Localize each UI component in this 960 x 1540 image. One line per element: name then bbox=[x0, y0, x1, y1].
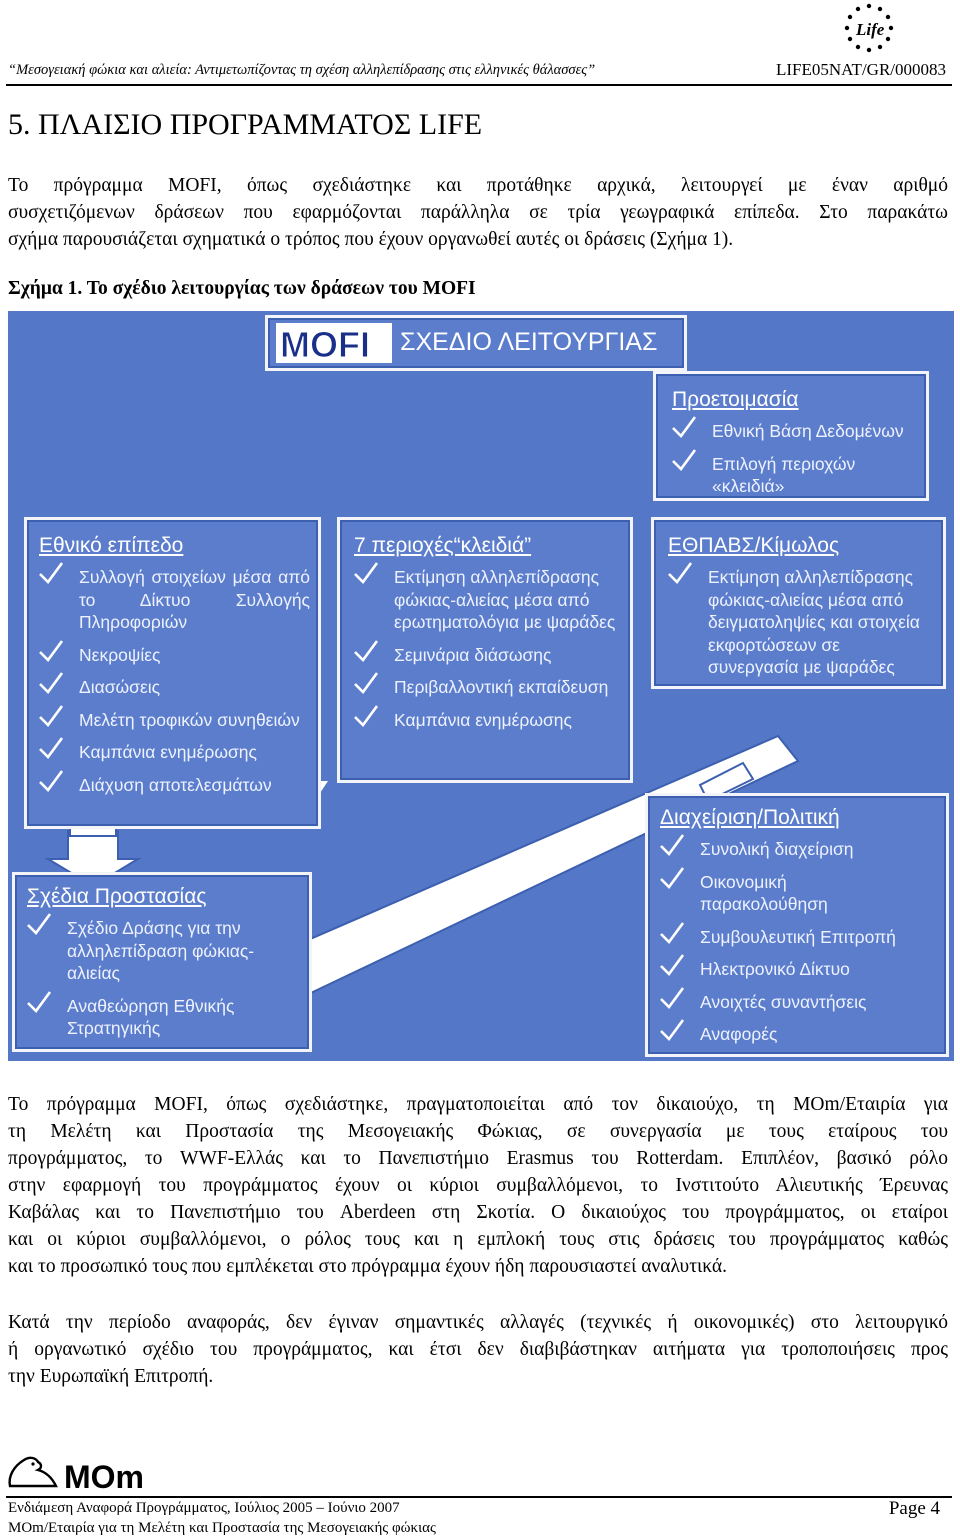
body-line: και το προσωπικό τους που εμπλέκεται στο πρόγραμμα έχουν ήδη παρουσιαστεί αναλυτικά. bbox=[8, 1256, 728, 1277]
check-icon bbox=[39, 705, 63, 727]
box-ethpavs-kimolos-list bbox=[668, 566, 935, 679]
list-item: Μελέτη τροφικών συνηθειών bbox=[39, 709, 310, 732]
list-item: Ηλεκτρονικό Δίκτυο bbox=[660, 958, 938, 981]
box-management-policy-list bbox=[660, 838, 938, 1046]
header-rule bbox=[6, 84, 952, 86]
check-icon bbox=[660, 954, 684, 976]
check-icon bbox=[660, 867, 684, 889]
check-icon bbox=[39, 737, 63, 759]
body-line: τη Μελέτη και Προστασία της Μεσογειακής Φώκιας, σε συνεργασία με τους εταίρους του bbox=[8, 1121, 948, 1142]
check-icon bbox=[354, 672, 378, 694]
svg-text:MOFI: MOFI bbox=[280, 324, 370, 363]
list-item: Εκτίμηση αλληλεπίδρασης φώκιας-αλιείας μέσα από δειγματοληψίες και στοιχεία εκφορτώσεων σε συνεργασία με ψαράδες bbox=[668, 566, 935, 679]
body-line: και οι κύριοι συμβαλλόμενοι, ο ρόλος τους και η εμπλοκή τους στις δράσεις του προγράμματος καθώς bbox=[8, 1229, 948, 1250]
box-preparation bbox=[653, 371, 929, 501]
operation-plan-diagram bbox=[8, 311, 954, 1061]
body-line: Καβάλας και το Πανεπιστήμιο του Aberdeen στη Σκοτία. Ο δικαιούχος του προγράμματος, οι εταίροι bbox=[8, 1202, 948, 1223]
box-protection-plans-list bbox=[27, 917, 301, 1040]
life-logo bbox=[840, 2, 898, 58]
footer-rule bbox=[6, 1496, 952, 1498]
box-management-policy bbox=[645, 793, 949, 1057]
box-national-level-title: Εθνικό επίπεδο bbox=[39, 534, 184, 557]
box-management-policy-title: Διαχείριση/Πολιτική bbox=[660, 806, 840, 829]
intro-line: σχήμα παρουσιάζεται σχηματικά ο τρόπος που έχουν οργανωθεί αυτές οι δράσεις (Σχήμα 1). bbox=[8, 229, 734, 250]
section-title: 5. ΠΛΑΙΣΙΟ ΠΡΟΓΡΑΜΜΑΤΟΣ LIFE bbox=[8, 108, 483, 141]
box-key-areas bbox=[337, 517, 633, 783]
box-national-level-list bbox=[39, 566, 310, 796]
box-protection-plans-title: Σχέδια Προστασίας bbox=[27, 885, 207, 908]
check-icon bbox=[660, 987, 684, 1009]
check-icon bbox=[660, 1019, 684, 1041]
mofi-logo bbox=[276, 323, 392, 363]
box-key-areas-title: 7 περιοχές“κλειδιά” bbox=[354, 534, 532, 557]
box-national-level bbox=[24, 517, 321, 829]
list-item: Εκτίμηση αλληλεπίδρασης φώκιας-αλιείας μέσα από ερωτηματολόγια με ψαράδες bbox=[354, 566, 622, 634]
list-item: Περιβαλλοντική εκπαίδευση bbox=[354, 676, 622, 699]
box-preparation-list bbox=[672, 420, 926, 498]
check-icon bbox=[672, 449, 696, 471]
body-line: την Ευρωπαϊκή Επιτροπή. bbox=[8, 1366, 214, 1387]
body-line: Κατά την περίοδο αναφοράς, δεν έγιναν σημαντικές αλλαγές (τεχνικές ή οικονομικές) στο λειτουργικό bbox=[8, 1312, 948, 1333]
check-icon bbox=[39, 562, 63, 584]
body-line: στην εφαρμογή του προγράμματος έχουν οι κύριοι συμβαλλόμενοι, το Ινστιτούτο Αλιευτικής Έρευνας bbox=[8, 1175, 948, 1196]
body-line: Το πρόγραμμα MOFI, όπως σχεδιάστηκε, πραγματοποιείται από τον δικαιούχο, τη MOm/Εταιρία για bbox=[8, 1094, 948, 1115]
check-icon bbox=[354, 705, 378, 727]
diagram-banner bbox=[265, 315, 687, 371]
list-item: Διάχυση αποτελεσμάτων bbox=[39, 774, 310, 797]
list-item: Σχέδιο Δράσης για την αλληλεπίδραση φώκιας-αλιείας bbox=[27, 917, 301, 985]
list-item: Νεκροψίες bbox=[39, 644, 310, 667]
body-paragraph-2 bbox=[8, 1309, 948, 1390]
box-protection-plans bbox=[12, 872, 312, 1052]
list-item: Συλλογή στοιχείων μέσα από το Δίκτυο Συλλογής Πληροφοριών bbox=[39, 566, 310, 634]
diagram-title: ΣΧΕΔΙΟ ΛΕΙΤΟΥΡΓΙΑΣ bbox=[400, 328, 658, 356]
svg-text:MOm: MOm bbox=[64, 1459, 144, 1494]
check-icon bbox=[672, 416, 696, 438]
check-icon bbox=[39, 672, 63, 694]
list-item: Ανοιχτές συναντήσεις bbox=[660, 991, 938, 1014]
check-icon bbox=[39, 770, 63, 792]
footer-page-number: Page 4 bbox=[888, 1498, 940, 1519]
svg-text:Life: Life bbox=[856, 20, 885, 39]
check-icon bbox=[354, 640, 378, 662]
body-paragraph-1 bbox=[8, 1091, 948, 1280]
seal-icon bbox=[10, 1458, 56, 1486]
check-icon bbox=[39, 640, 63, 662]
list-item: Οικονομική παρακολούθηση bbox=[660, 871, 938, 916]
check-icon bbox=[660, 834, 684, 856]
check-icon bbox=[354, 562, 378, 584]
mom-logo bbox=[6, 1452, 178, 1494]
list-item: Επιλογή περιοχών «κλειδιά» bbox=[672, 453, 926, 498]
footer-report-line: Ενδιάμεση Αναφορά Προγράμματος, Ιούλιος 2005 – Ιούνιο 2007 bbox=[8, 1500, 400, 1516]
body-line: προγράμματος, το WWF-Ελλάς και το Πανεπιστήμιο Erasmus του Rotterdam. Επιπλέον, βασικό ρόλο bbox=[8, 1148, 948, 1169]
list-item: Εθνική Βάση Δεδομένων bbox=[672, 420, 926, 443]
list-item: Καμπάνια ενημέρωσης bbox=[39, 741, 310, 764]
list-item: Αναθεώρηση Εθνικής Στρατηγικής bbox=[27, 995, 301, 1040]
intro-line: Το πρόγραμμα MOFI, όπως σχεδιάστηκε και προτάθηκε αρχικά, λειτουργεί με έναν αριθμό bbox=[8, 175, 948, 196]
list-item: Σεμινάρια διάσωσης bbox=[354, 644, 622, 667]
figure-caption: Σχήμα 1. Το σχέδιο λειτουργίας των δράσεων του MOFI bbox=[8, 278, 476, 299]
list-item: Αναφορές bbox=[660, 1023, 938, 1046]
box-key-areas-list bbox=[354, 566, 622, 731]
box-ethpavs-kimolos bbox=[651, 517, 946, 689]
check-icon bbox=[660, 922, 684, 944]
header-project-title: “Μεσογειακή φώκια και αλιεία: Αντιμετωπίζοντας τη σχέση αλληλεπίδρασης στις ελληνικές θάλασσες” bbox=[8, 62, 596, 78]
intro-line: συσχετιζόμενων δράσεων που εφαρμόζονται παράλληλα σε τρία γεωγραφικά επίπεδα. Στο παρακάτω bbox=[8, 202, 948, 223]
list-item: Συμβουλευτική Επιτροπή bbox=[660, 926, 938, 949]
intro-paragraph bbox=[8, 172, 948, 253]
check-icon bbox=[668, 562, 692, 584]
list-item: Συνολική διαχείριση bbox=[660, 838, 938, 861]
list-item: Καμπάνια ενημέρωσης bbox=[354, 709, 622, 732]
box-ethpavs-kimolos-title: ΕΘΠΑΒΣ/Κίμωλος bbox=[668, 534, 840, 557]
list-item: Διασώσεις bbox=[39, 676, 310, 699]
header-project-code: LIFE05NAT/GR/000083 bbox=[776, 60, 946, 79]
check-icon bbox=[27, 991, 51, 1013]
box-preparation-title: Προετοιμασία bbox=[672, 388, 799, 411]
footer-org-line: MOm/Εταιρία για τη Μελέτη και Προστασία της Μεσογειακής φώκιας bbox=[8, 1520, 436, 1536]
body-line: ή οργανωτικό σχέδιο του προγράμματος, και έτσι δεν διαβιβάστηκαν αιτήματα για τροποποιήσεις προς bbox=[8, 1339, 948, 1360]
check-icon bbox=[27, 913, 51, 935]
